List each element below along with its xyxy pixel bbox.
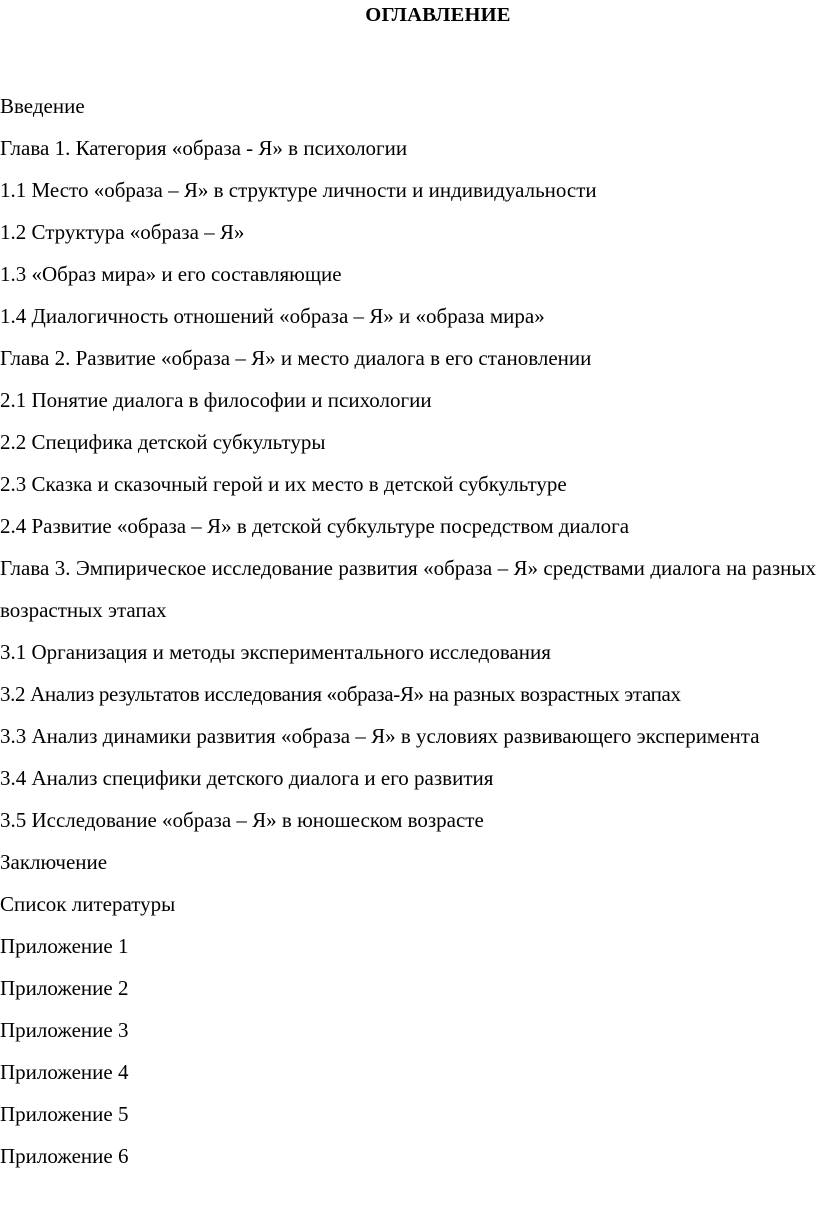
toc-entry-appendix-5: Приложение 5 bbox=[0, 1102, 129, 1126]
toc-entry-3-1: 3.1 Организация и методы экспериментального исследования bbox=[0, 640, 551, 664]
toc-entry-2-1: 2.1 Понятие диалога в философии и психологии bbox=[0, 388, 432, 412]
toc-entry-appendix-3: Приложение 3 bbox=[0, 1018, 129, 1042]
toc-entry-conclusion: Заключение bbox=[0, 850, 108, 874]
toc-entry-appendix-4: Приложение 4 bbox=[0, 1060, 129, 1084]
toc-entry-references: Список литературы bbox=[0, 892, 176, 916]
toc-entry-chapter-2: Глава 2. Развитие «образа – Я» и место диалога в его становлении bbox=[0, 346, 592, 370]
toc-entry-3-2: 3.2 Анализ результатов исследования «образа-Я» на разных возрастных этапах bbox=[0, 682, 681, 706]
toc-entry-2-2: 2.2 Специфика детской субкультуры bbox=[0, 430, 326, 454]
toc-entry-3-4: 3.4 Анализ специфики детского диалога и его развития bbox=[0, 766, 494, 790]
toc-entry-1-1: 1.1 Место «образа – Я» в структуре личности и индивидуальности bbox=[0, 178, 597, 202]
toc-entry-1-3: 1.3 «Образ мира» и его составляющие bbox=[0, 262, 342, 286]
document-title: ОГЛАВЛЕНИЕ bbox=[365, 4, 511, 26]
toc-entry-1-4: 1.4 Диалогичность отношений «образа – Я» и «образа мира» bbox=[0, 304, 545, 328]
toc-entry-appendix-1: Приложение 1 bbox=[0, 934, 129, 958]
toc-entry-3-5: 3.5 Исследование «образа – Я» в юношеском возрасте bbox=[0, 808, 484, 832]
toc-entry-chapter-1: Глава 1. Категория «образа - Я» в психологии bbox=[0, 136, 408, 160]
table-of-contents bbox=[0, 85, 816, 1177]
toc-entry-appendix-2: Приложение 2 bbox=[0, 976, 129, 1000]
toc-entry-1-2: 1.2 Структура «образа – Я» bbox=[0, 220, 245, 244]
toc-entry-2-4: 2.4 Развитие «образа – Я» в детской субкультуре посредством диалога bbox=[0, 514, 630, 538]
toc-entry-introduction: Введение bbox=[0, 94, 85, 118]
toc-entry-3-3: 3.3 Анализ динамики развития «образа – Я» в условиях развивающего эксперимента bbox=[0, 724, 760, 748]
toc-entry-2-3: 2.3 Сказка и сказочный герой и их место в детской субкультуре bbox=[0, 472, 567, 496]
toc-entry-appendix-6: Приложение 6 bbox=[0, 1144, 129, 1168]
toc-entry-chapter-3: Глава 3. Эмпирическое исследование развития «образа – Я» средствами диалога на разных возрастных этапах bbox=[0, 556, 816, 622]
